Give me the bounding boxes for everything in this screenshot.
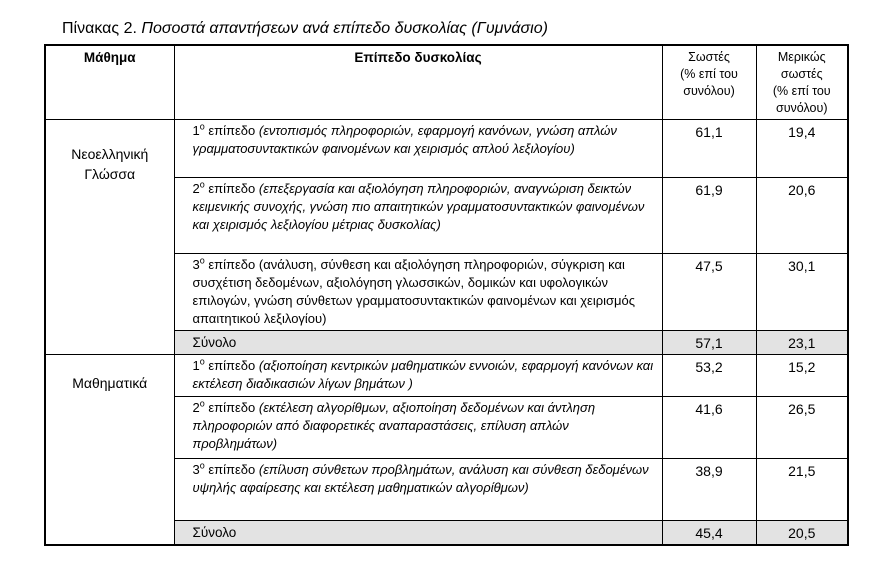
correct-value: 53,2 [662, 354, 756, 396]
level-cell [174, 177, 662, 253]
level-number: 3 [192, 461, 200, 477]
header-row [45, 45, 848, 119]
level-word: επίπεδο [208, 122, 256, 138]
level-ordinal: ο [199, 460, 205, 471]
level-word: επίπεδο [208, 256, 256, 272]
table-row [45, 119, 848, 177]
level-cell [174, 253, 662, 330]
level-description: (ανάλυση, σύνθεση και αξιολόγηση πληροφοριών, σύγκριση και συσχέτιση δεδομένων, αξιολόγηση γλωσσικών, δομικών και υφολογικών επιλογών, γνώση σύνθετων γραμματοσυντακτικών φαινομένων και χειρισμός απαιτητικού λεξιλογίου) [192, 256, 636, 326]
subject-cell: Νεοελληνική Γλώσσα [45, 119, 174, 354]
partial-value: 21,5 [756, 458, 848, 520]
header-level: Επίπεδο δυσκολίας [174, 45, 662, 119]
level-description: (εκτέλεση αλγορίθμων, αξιοποίηση δεδομένων και άντληση πληροφοριών από διαφορετικές αναπαραστάσεις, επίλυση απλών προβλημάτων) [192, 399, 596, 451]
partial-value: 30,1 [756, 253, 848, 330]
level-number: 1 [192, 122, 200, 138]
correct-value: 47,5 [662, 253, 756, 330]
total-label: Σύνολο [174, 330, 662, 354]
level-cell [174, 458, 662, 520]
total-label: Σύνολο [174, 520, 662, 545]
level-ordinal: ο [199, 179, 205, 190]
correct-value: 41,6 [662, 396, 756, 458]
level-word: επίπεδο [208, 357, 256, 373]
level-cell [174, 396, 662, 458]
level-number: 3 [192, 256, 200, 272]
total-correct: 45,4 [662, 520, 756, 545]
correct-value: 38,9 [662, 458, 756, 520]
level-description: (εντοπισμός πληροφοριών, εφαρμογή κανόνων, γνώση απλών γραμματοσυντακτικών φαινομένων και χειρισμός απλού λεξιλογίου) [192, 122, 617, 156]
level-ordinal: ο [199, 121, 205, 132]
level-ordinal: ο [199, 398, 205, 409]
total-correct: 57,1 [662, 330, 756, 354]
partial-value: 15,2 [756, 354, 848, 396]
correct-value: 61,9 [662, 177, 756, 253]
table-caption [62, 20, 548, 38]
level-cell [174, 119, 662, 177]
level-word: επίπεδο [208, 461, 256, 477]
total-partial: 23,1 [756, 330, 848, 354]
caption-title: Ποσοστά απαντήσεων ανά επίπεδο δυσκολίας (Γυμνάσιο) [141, 20, 548, 37]
level-number: 2 [192, 399, 200, 415]
header-partial: Μερικώς σωστές (% επί του συνόλου) [756, 45, 848, 119]
partial-value: 20,6 [756, 177, 848, 253]
level-description: (επίλυση σύνθετων προβλημάτων, ανάλυση και σύνθεση δεδομένων υψηλής αφαίρεσης και εκτέλεση μαθηματικών αλγορίθμων) [192, 461, 649, 495]
level-number: 2 [192, 180, 200, 196]
subject-cell: Μαθηματικά [45, 354, 174, 545]
header-correct: Σωστές (% επί του συνόλου) [662, 45, 756, 119]
level-cell [174, 354, 662, 396]
header-subject: Μάθημα [45, 45, 174, 119]
partial-value: 26,5 [756, 396, 848, 458]
level-number: 1 [192, 357, 200, 373]
level-ordinal: ο [199, 356, 205, 367]
level-word: επίπεδο [208, 180, 256, 196]
table-row [45, 354, 848, 396]
results-table [44, 44, 849, 546]
correct-value: 61,1 [662, 119, 756, 177]
partial-value: 19,4 [756, 119, 848, 177]
level-description: (επεξεργασία και αξιολόγηση πληροφοριών, αναγνώριση δεικτών κειμενικής συνοχής, γνώση πιο απαιτητικών γραμματοσυντακτικών φαινομένων και χειρισμός λεξιλογίου μέτριας δυσκολίας) [192, 180, 645, 232]
level-ordinal: ο [199, 255, 205, 266]
total-partial: 20,5 [756, 520, 848, 545]
caption-prefix: Πίνακας 2. [62, 20, 137, 37]
level-word: επίπεδο [208, 399, 256, 415]
level-description: (αξιοποίηση κεντρικών μαθηματικών εννοιών, εφαρμογή κανόνων και εκτέλεση διαδικασιών λίγων βημάτων ) [192, 357, 654, 391]
